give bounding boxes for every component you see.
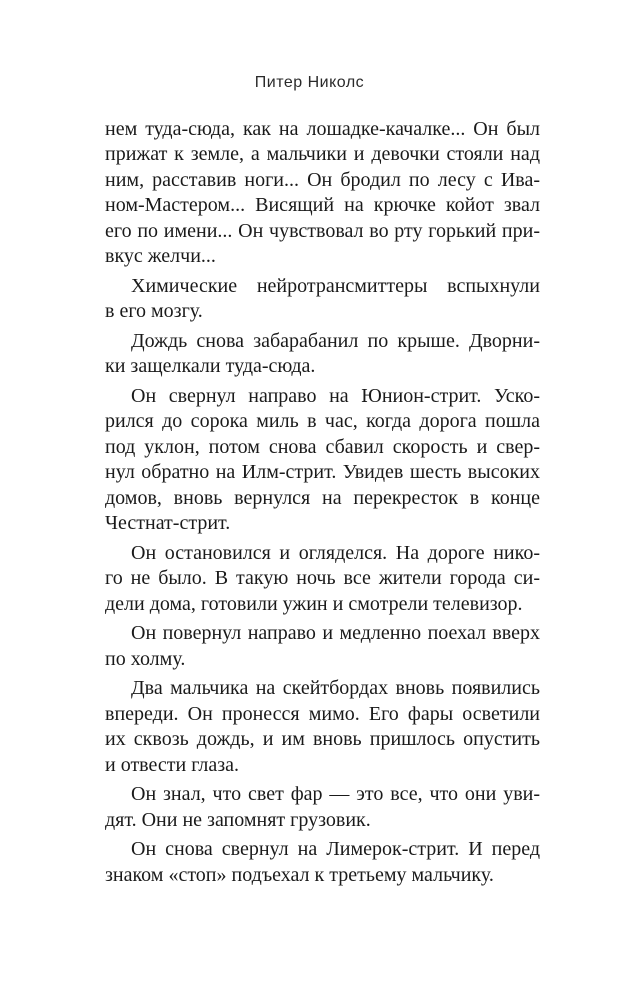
text-line: дят. Они не запомнят грузовик. bbox=[105, 808, 371, 831]
text-line: нем туда-сюда, как на лошадке-качалке... Он был bbox=[105, 118, 540, 140]
text-line: го не было. В такую ночь все жители города си- bbox=[105, 567, 540, 590]
text-line: Дождь снова забарабанил по крыше. Дворни- bbox=[131, 329, 540, 352]
text-line: Он снова свернул на Лимерок-стрит. И перед bbox=[131, 838, 540, 861]
text-line: ном-Мастером... Висящий на крючке койот звал bbox=[105, 194, 540, 217]
text-line: и отвести глаза. bbox=[105, 753, 240, 776]
text-line: по холму. bbox=[105, 647, 186, 670]
paragraph-5 bbox=[105, 541, 540, 617]
text-line: Химические нейротрансмиттеры вспыхнули bbox=[131, 274, 540, 297]
text-line: в его мозгу. bbox=[105, 300, 203, 323]
text-line: их сквозь дождь, и им вновь пришлось опустить bbox=[105, 728, 540, 751]
paragraph-2 bbox=[105, 274, 540, 325]
text-line: Он знал, что свет фар — это все, что они уви- bbox=[131, 783, 540, 806]
text-line: Он свернул направо на Юнион-стрит. Уско- bbox=[131, 384, 540, 407]
paragraph-6 bbox=[105, 621, 540, 672]
text-line: прижат к земле, а мальчики и девочки стояли над bbox=[105, 143, 540, 166]
paragraph-7 bbox=[105, 676, 540, 778]
paragraph-4 bbox=[105, 384, 540, 536]
text-line: нул обратно на Илм-стрит. Увидев шесть высоких bbox=[105, 461, 540, 484]
text-line: Два мальчика на скейтбордах вновь появились bbox=[131, 677, 540, 700]
text-line: Он остановился и огляделся. На дороге нико- bbox=[131, 541, 540, 564]
text-line: знаком «стоп» подъехал к третьему мальчику. bbox=[105, 863, 494, 886]
text-line: рился до сорока миль в час, когда дорога пошла bbox=[105, 410, 540, 433]
text-line: ки защелкали туда-сюда. bbox=[105, 355, 316, 378]
text-line: под уклон, потом снова сбавил скорость и свер- bbox=[105, 435, 540, 458]
paragraph-3 bbox=[105, 329, 540, 380]
text-line: домов, вновь вернулся на перекресток в конце bbox=[105, 486, 540, 509]
text-line: Он повернул направо и медленно поехал вверх bbox=[131, 622, 540, 645]
paragraph-9 bbox=[105, 837, 540, 888]
paragraph-8 bbox=[105, 782, 540, 833]
text-line: ним, расставив ноги... Он бродил по лесу с Ива- bbox=[105, 168, 540, 191]
text-line: впереди. Он пронесся мимо. Его фары осветили bbox=[105, 702, 540, 725]
body-text bbox=[105, 117, 540, 892]
text-line: вкус желчи... bbox=[105, 245, 216, 268]
text-line: дели дома, готовили ужин и смотрели телевизор. bbox=[105, 592, 523, 615]
running-header: Питер Николс bbox=[254, 74, 365, 91]
text-line: Честнат-стрит. bbox=[105, 511, 231, 534]
paragraph-1 bbox=[105, 117, 540, 269]
text-line: его по имени... Он чувствовал во рту горький при- bbox=[105, 219, 540, 242]
